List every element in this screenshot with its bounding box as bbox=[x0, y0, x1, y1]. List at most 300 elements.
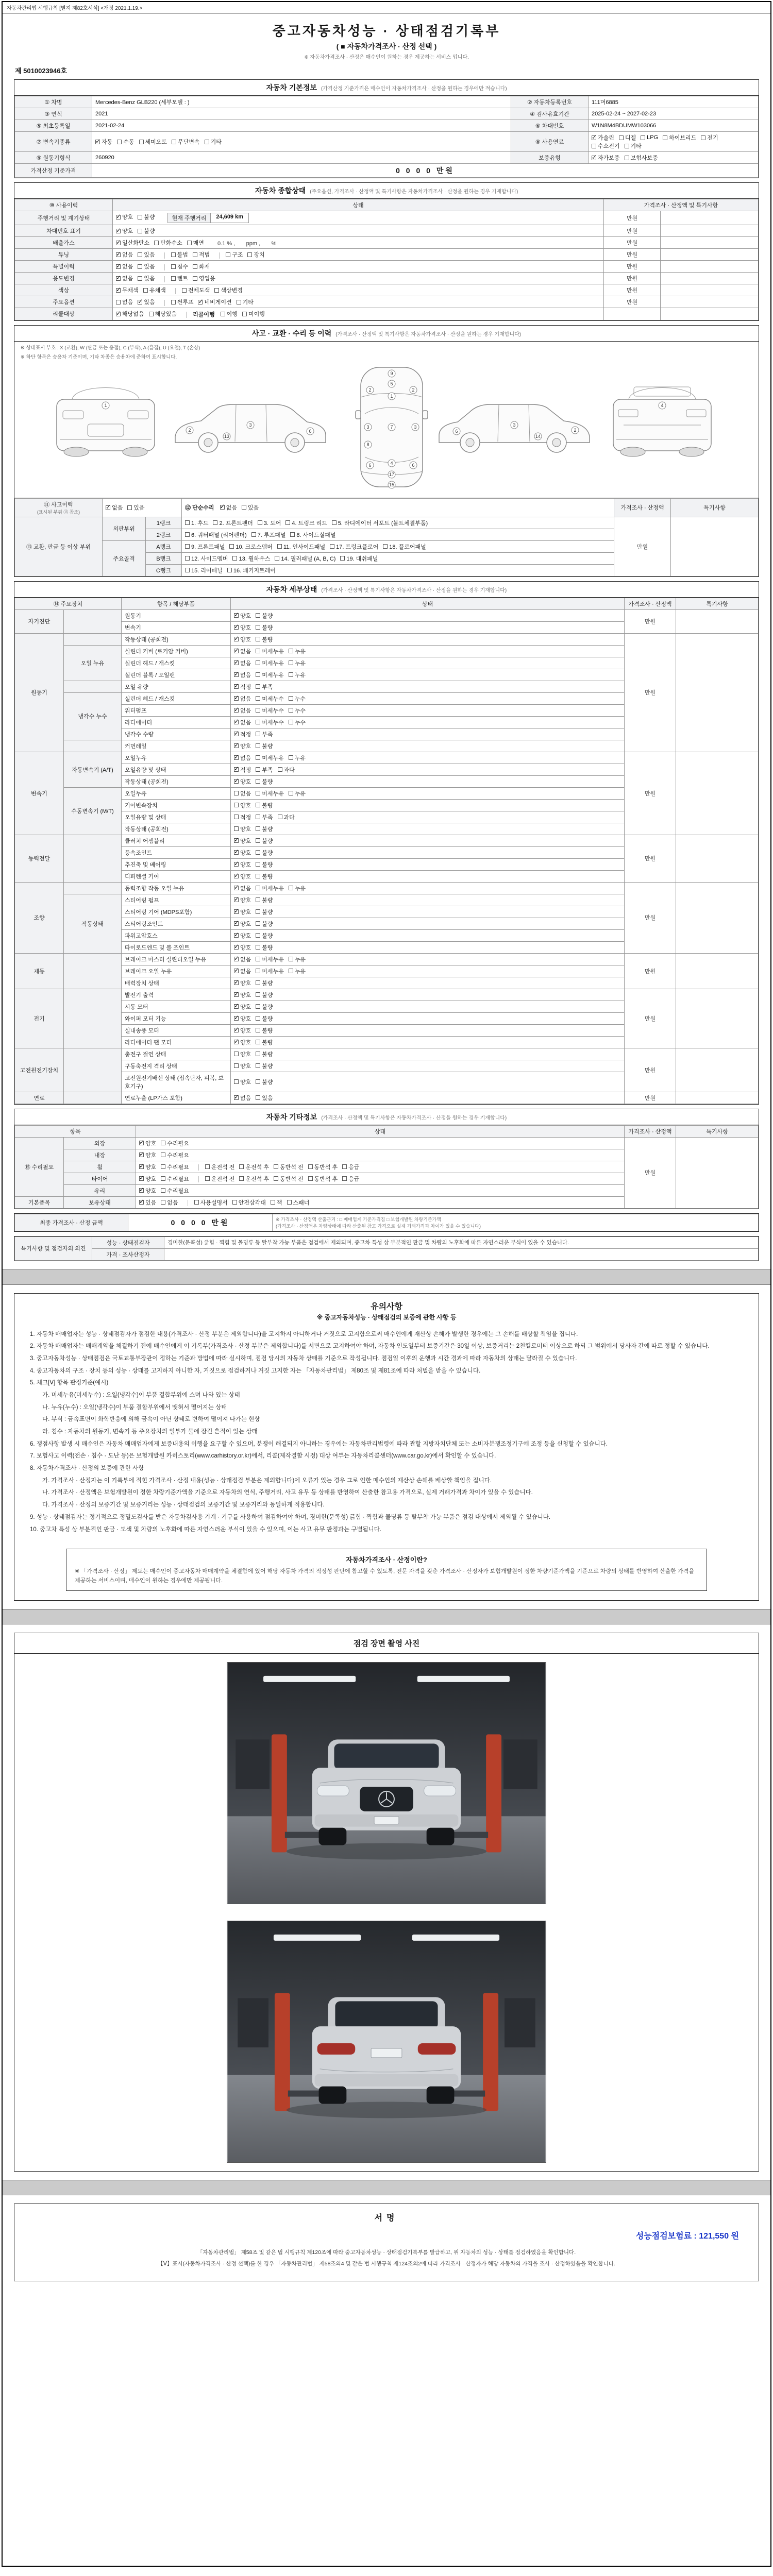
state-cell bbox=[231, 716, 625, 728]
checkbox-option[interactable] bbox=[234, 884, 251, 892]
checkbox-option[interactable] bbox=[256, 884, 284, 892]
checkbox-option[interactable] bbox=[592, 154, 620, 162]
checkbox-option[interactable] bbox=[161, 1163, 189, 1171]
checkbox-option[interactable] bbox=[332, 519, 428, 527]
checkbox-option[interactable] bbox=[171, 298, 194, 306]
checkbox-option[interactable] bbox=[239, 1163, 269, 1171]
price-appraisal-info-title: 자동차가격조사 · 산정이란? bbox=[346, 1556, 427, 1564]
checkbox-option[interactable] bbox=[256, 730, 273, 738]
checkbox-option[interactable] bbox=[234, 943, 251, 952]
checkbox-option[interactable] bbox=[256, 967, 284, 975]
checkbox-option[interactable] bbox=[198, 298, 231, 306]
checkbox-option[interactable] bbox=[234, 742, 251, 750]
checkbox-option[interactable] bbox=[289, 884, 306, 892]
checkbox-option[interactable] bbox=[139, 1175, 156, 1183]
checkbox-option[interactable] bbox=[256, 694, 284, 703]
checkbox-option[interactable] bbox=[256, 896, 273, 904]
checkbox-label: 양호 bbox=[240, 743, 251, 750]
checkbox-option[interactable] bbox=[256, 837, 273, 845]
checkbox-option[interactable] bbox=[234, 908, 251, 916]
checkbox-option[interactable] bbox=[116, 213, 133, 221]
checkbox-option[interactable] bbox=[234, 1038, 251, 1046]
checkbox-option[interactable] bbox=[289, 694, 306, 703]
checkbox-option[interactable] bbox=[213, 519, 253, 527]
checkbox-option[interactable] bbox=[275, 554, 335, 563]
checkbox-icon bbox=[234, 696, 239, 701]
checkbox-option[interactable] bbox=[161, 1151, 189, 1159]
divider bbox=[219, 252, 220, 259]
sub-label bbox=[64, 835, 122, 882]
checkbox-option[interactable] bbox=[234, 825, 251, 833]
checkbox-option[interactable] bbox=[256, 683, 273, 691]
price-cell: 만원 bbox=[625, 633, 676, 752]
checkbox-option[interactable] bbox=[234, 612, 251, 620]
checkbox-label: 없음 bbox=[240, 956, 251, 963]
item-label: 타이어 bbox=[64, 1173, 136, 1184]
checkbox-option[interactable] bbox=[138, 298, 155, 306]
checkbox-icon bbox=[127, 505, 132, 510]
checkbox-option[interactable] bbox=[234, 1078, 251, 1086]
checkbox-label: 전체도색 bbox=[188, 287, 210, 294]
checkbox-option[interactable] bbox=[234, 920, 251, 928]
checkbox-option[interactable] bbox=[242, 310, 265, 318]
checkbox-label: 부족 bbox=[262, 767, 273, 773]
checkbox-option[interactable] bbox=[138, 274, 155, 282]
checkbox-label: 부족 bbox=[262, 814, 273, 821]
final-price-notes bbox=[273, 1214, 759, 1231]
checkbox-option[interactable] bbox=[227, 566, 276, 574]
checkbox-option[interactable] bbox=[116, 286, 139, 294]
inspection-photo-rear bbox=[227, 1921, 546, 2163]
checkbox-label: 수소전기 bbox=[598, 143, 620, 149]
checkbox-label: 있음 bbox=[144, 264, 155, 270]
notes-cell bbox=[676, 1137, 759, 1208]
checkbox-option[interactable] bbox=[256, 1094, 273, 1102]
checkbox-option[interactable] bbox=[161, 1187, 189, 1195]
checkbox-option[interactable] bbox=[172, 138, 200, 146]
checkbox-icon bbox=[256, 613, 260, 618]
checkbox-option[interactable] bbox=[234, 1003, 251, 1011]
checkbox-option[interactable] bbox=[185, 566, 223, 574]
checkbox-option[interactable] bbox=[256, 623, 273, 632]
checkbox-option[interactable] bbox=[592, 142, 620, 150]
checkbox-option[interactable] bbox=[256, 612, 273, 620]
checkbox-icon bbox=[330, 544, 334, 549]
checkbox-option[interactable] bbox=[340, 554, 378, 563]
photo-wrapper bbox=[14, 1654, 759, 1912]
checkbox-option[interactable] bbox=[193, 274, 215, 282]
checkbox-option[interactable] bbox=[234, 623, 251, 632]
checkbox-option[interactable] bbox=[289, 789, 306, 798]
checkbox-label: 불량 bbox=[262, 897, 273, 904]
checkbox-option[interactable] bbox=[256, 860, 273, 869]
checkbox-option[interactable] bbox=[161, 1139, 189, 1147]
checkbox-option[interactable] bbox=[277, 543, 325, 551]
checkbox-option[interactable] bbox=[256, 635, 273, 643]
checkbox-icon bbox=[256, 625, 260, 630]
checkbox-option[interactable] bbox=[205, 1175, 235, 1183]
checkbox-label: 사용설명서 bbox=[200, 1199, 228, 1206]
checkbox-icon bbox=[149, 312, 154, 316]
checkbox-label: 디젤 bbox=[625, 135, 636, 141]
checkbox-label: 매연 bbox=[193, 240, 204, 246]
checkbox-option[interactable] bbox=[247, 250, 264, 259]
checkbox-option[interactable] bbox=[234, 730, 251, 738]
checkbox-group bbox=[139, 1175, 194, 1183]
checkbox-option[interactable] bbox=[242, 503, 259, 512]
checkbox-option[interactable] bbox=[220, 503, 237, 512]
checkbox-option[interactable] bbox=[256, 991, 273, 999]
checkbox-icon bbox=[234, 838, 239, 843]
checkbox-option[interactable] bbox=[161, 1175, 189, 1183]
checkbox-option[interactable] bbox=[234, 777, 251, 786]
first-registration-value: 2021-02-24 bbox=[92, 120, 511, 132]
section-signature bbox=[14, 2204, 759, 2281]
checkbox-option[interactable] bbox=[256, 1038, 273, 1046]
checkbox-option[interactable] bbox=[171, 250, 188, 259]
checkbox-option[interactable] bbox=[251, 531, 286, 539]
checkbox-option[interactable] bbox=[234, 671, 251, 679]
checkbox-option[interactable] bbox=[138, 262, 155, 270]
checkbox-option[interactable] bbox=[278, 766, 295, 774]
checkbox-option[interactable] bbox=[214, 286, 243, 294]
accident-history-label: ⑪ 사고이력 (표시된 부위 ⑬ 참조) bbox=[15, 498, 103, 517]
document-subtitle-note: ※ 자동차가격조사 · 산정은 매수인이 원하는 경우 제공하는 서비스 입니다. bbox=[304, 55, 469, 60]
checkbox-option[interactable] bbox=[234, 1014, 251, 1023]
checkbox-label: 양호 bbox=[122, 214, 133, 221]
checkbox-icon bbox=[116, 288, 121, 293]
inspection-period-value: 2025-02-24 ~ 2027-02-23 bbox=[589, 108, 759, 120]
checkbox-option[interactable] bbox=[182, 286, 210, 294]
state-cell bbox=[136, 1184, 625, 1196]
section-other-note: (가격조사 · 산정액 및 특기사항은 자동차가격조사 · 산정을 원하는 경우 기재합니다) bbox=[321, 1115, 507, 1121]
checkbox-icon bbox=[234, 779, 239, 784]
checkbox-option[interactable] bbox=[185, 531, 247, 539]
checkbox-icon bbox=[138, 215, 142, 219]
checkbox-label: 양호 bbox=[240, 861, 251, 868]
checkbox-option[interactable] bbox=[234, 1050, 251, 1058]
checkbox-option[interactable] bbox=[193, 250, 210, 259]
checkbox-option[interactable] bbox=[234, 872, 251, 880]
checkbox-option[interactable] bbox=[234, 659, 251, 667]
checkbox-label: 없음 bbox=[226, 504, 237, 511]
checkbox-option[interactable] bbox=[625, 154, 658, 162]
checkbox-option[interactable] bbox=[234, 1062, 251, 1070]
checkbox-option[interactable] bbox=[289, 647, 306, 655]
checkbox-option[interactable] bbox=[701, 133, 718, 142]
checkbox-option[interactable] bbox=[256, 931, 273, 940]
checkbox-label: 수리필요 bbox=[167, 1152, 189, 1159]
recall-sub-label: 리콜이행 bbox=[193, 311, 215, 318]
checkbox-option[interactable] bbox=[234, 718, 251, 726]
checkbox-icon bbox=[308, 1176, 313, 1181]
state-cell bbox=[231, 1036, 625, 1048]
checkbox-group bbox=[234, 920, 278, 928]
checkbox-option[interactable] bbox=[116, 298, 133, 306]
checkbox-option[interactable] bbox=[256, 1003, 273, 1011]
checkbox-option[interactable] bbox=[221, 310, 238, 318]
checkbox-option[interactable] bbox=[342, 1163, 359, 1171]
checkbox-label: 불량 bbox=[262, 921, 273, 927]
checkbox-option[interactable] bbox=[234, 706, 251, 715]
checkbox-option[interactable] bbox=[234, 967, 251, 975]
checkbox-option[interactable] bbox=[271, 1198, 282, 1207]
state-cell bbox=[231, 669, 625, 681]
checkbox-option[interactable] bbox=[256, 789, 284, 798]
checkbox-option[interactable] bbox=[234, 1026, 251, 1035]
checkbox-group bbox=[234, 683, 278, 691]
rank2-items bbox=[182, 529, 614, 540]
sub-label: 작동상태 bbox=[64, 894, 122, 953]
checkbox-option[interactable] bbox=[106, 503, 123, 512]
checkbox-option[interactable] bbox=[138, 227, 155, 235]
checkbox-option[interactable] bbox=[256, 1062, 273, 1070]
checkbox-option[interactable] bbox=[234, 991, 251, 999]
checkbox-option[interactable] bbox=[185, 519, 208, 527]
checkbox-label: 양호 bbox=[240, 909, 251, 916]
checkbox-group bbox=[185, 543, 431, 551]
checkbox-option[interactable] bbox=[289, 659, 306, 667]
checkbox-option[interactable] bbox=[194, 1198, 228, 1207]
checkbox-icon bbox=[256, 1016, 260, 1021]
checkbox-option[interactable] bbox=[234, 635, 251, 643]
checkbox-option[interactable] bbox=[278, 813, 295, 821]
checkbox-label: 침수 bbox=[177, 264, 188, 270]
checkbox-option[interactable] bbox=[149, 310, 177, 318]
checkbox-icon bbox=[234, 1028, 239, 1032]
checkbox-label: 누유 bbox=[294, 755, 306, 761]
checkbox-option[interactable] bbox=[330, 543, 378, 551]
checkbox-option[interactable] bbox=[256, 777, 273, 786]
checkbox-option[interactable] bbox=[234, 754, 251, 762]
checkbox-option[interactable] bbox=[274, 1163, 304, 1171]
checkbox-option[interactable] bbox=[383, 543, 426, 551]
rankC-items bbox=[182, 564, 614, 576]
checkbox-icon bbox=[256, 933, 260, 938]
checkbox-option[interactable] bbox=[95, 138, 112, 146]
checkbox-option[interactable] bbox=[116, 262, 133, 270]
checkbox-option[interactable] bbox=[234, 694, 251, 703]
checkbox-option[interactable] bbox=[116, 274, 133, 282]
divider bbox=[164, 252, 165, 259]
item-label: 파워고압호스 bbox=[122, 929, 231, 941]
checkbox-option[interactable] bbox=[256, 754, 284, 762]
checkbox-option[interactable] bbox=[234, 683, 251, 691]
checkbox-group bbox=[234, 837, 278, 845]
checkbox-option[interactable] bbox=[256, 671, 284, 679]
checkbox-option[interactable] bbox=[139, 138, 167, 146]
checkbox-option[interactable] bbox=[256, 872, 273, 880]
checkbox-icon bbox=[308, 1164, 313, 1169]
checkbox-label: 미세누유 bbox=[262, 885, 284, 892]
checkbox-option[interactable] bbox=[234, 860, 251, 869]
checkbox-group bbox=[234, 931, 278, 940]
checkbox-option[interactable] bbox=[116, 239, 149, 247]
checkbox-option[interactable] bbox=[256, 943, 273, 952]
checkbox-option[interactable] bbox=[308, 1163, 338, 1171]
checkbox-group bbox=[234, 647, 310, 655]
checkbox-option[interactable] bbox=[187, 239, 204, 247]
checkbox-option[interactable] bbox=[256, 801, 273, 809]
checkbox-group bbox=[194, 1198, 314, 1207]
field-label: ② 자동차등록번호 bbox=[511, 96, 589, 108]
checkbox-option[interactable] bbox=[641, 134, 658, 141]
checkbox-option[interactable] bbox=[229, 543, 272, 551]
checkbox-label: 이행 bbox=[226, 311, 238, 317]
section-accident-note: (가격조사 · 산정액 및 특기사항은 자동차가격조사 · 산정을 원하는 경우 기재합니다) bbox=[335, 331, 522, 337]
checkbox-option[interactable] bbox=[274, 1175, 304, 1183]
checkbox-option[interactable] bbox=[289, 754, 306, 762]
checkbox-option[interactable] bbox=[256, 1078, 273, 1086]
checkbox-option[interactable] bbox=[234, 931, 251, 940]
checkbox-option[interactable] bbox=[256, 718, 284, 726]
inspection-photo-front bbox=[227, 1662, 546, 1904]
checkbox-option[interactable] bbox=[619, 133, 636, 142]
checkbox-option[interactable] bbox=[171, 262, 188, 270]
checkbox-option[interactable] bbox=[237, 298, 254, 306]
checkbox-option[interactable] bbox=[256, 1050, 273, 1058]
checkbox-label: 스패너 bbox=[293, 1199, 310, 1206]
checkbox-option[interactable] bbox=[289, 718, 306, 726]
notes-cell bbox=[661, 308, 759, 320]
checkbox-option[interactable] bbox=[232, 1198, 266, 1207]
checkbox-option[interactable] bbox=[116, 227, 133, 235]
group-label: 자기진단 bbox=[15, 609, 64, 633]
checkbox-option[interactable] bbox=[256, 955, 284, 963]
checkbox-option[interactable] bbox=[289, 955, 306, 963]
checkbox-option[interactable] bbox=[138, 213, 155, 221]
checkbox-option[interactable] bbox=[234, 979, 251, 987]
checkbox-option[interactable] bbox=[256, 825, 273, 833]
checkbox-option[interactable] bbox=[205, 1163, 235, 1171]
checkbox-option[interactable] bbox=[226, 250, 243, 259]
checkbox-option[interactable] bbox=[234, 896, 251, 904]
checkbox-option[interactable] bbox=[287, 1198, 310, 1207]
state-code-legend-2: ※ 하단 항목은 승용차 기준이며, 기타 차종은 승용차에 준하여 표시합니다. bbox=[21, 354, 177, 360]
checkbox-option[interactable] bbox=[256, 766, 273, 774]
checkbox-option[interactable] bbox=[138, 250, 155, 259]
checkbox-option[interactable] bbox=[234, 647, 251, 655]
checkbox-option[interactable] bbox=[185, 543, 225, 551]
item-label: 오일 유량 bbox=[122, 681, 231, 692]
checkbox-icon bbox=[234, 732, 239, 736]
checkbox-label: 영업용 bbox=[198, 276, 215, 282]
checkbox-label: 양호 bbox=[240, 1004, 251, 1010]
checkbox-option[interactable] bbox=[256, 706, 284, 715]
recall-state bbox=[113, 308, 604, 320]
checkbox-option[interactable] bbox=[308, 1175, 338, 1183]
section-final-price bbox=[14, 1213, 759, 1232]
checkbox-option[interactable] bbox=[234, 801, 251, 809]
checkbox-option[interactable] bbox=[256, 813, 273, 821]
checkbox-option[interactable] bbox=[234, 766, 251, 774]
checkbox-option[interactable] bbox=[116, 310, 144, 318]
checkbox-label: 양호 bbox=[240, 826, 251, 833]
special-history-state bbox=[113, 261, 604, 273]
checkbox-option[interactable] bbox=[139, 1139, 156, 1147]
checkbox-icon bbox=[234, 660, 239, 665]
column-header: ⑭ 주요장치 bbox=[15, 598, 122, 609]
checkbox-option[interactable] bbox=[289, 706, 306, 715]
checkbox-option[interactable] bbox=[234, 813, 251, 821]
checkbox-group bbox=[185, 519, 432, 527]
checkbox-label: 10. 크로스멤버 bbox=[236, 544, 273, 550]
checkbox-option[interactable] bbox=[285, 519, 327, 527]
car-diagram-area bbox=[14, 360, 759, 498]
checkbox-icon bbox=[256, 874, 260, 878]
checkbox-option[interactable] bbox=[116, 250, 133, 259]
checkbox-option[interactable] bbox=[234, 1094, 251, 1102]
checkbox-option[interactable] bbox=[127, 503, 144, 512]
checkbox-option[interactable] bbox=[256, 920, 273, 928]
checkbox-option[interactable] bbox=[234, 789, 251, 798]
checkbox-option[interactable] bbox=[289, 671, 306, 679]
checkbox-option[interactable] bbox=[256, 659, 284, 667]
notice-paragraph: 3. 중고자동차성능 · 상태점검은 국토교통부장관이 정하는 기준과 방법에 따라 실시하며, 점검 당시의 자동차 상태를 기준으로 작성됩니다. 점검일 이후의 운행과 시간 경과에 따라 자동차의 상태는 달라질 수 있습니다. bbox=[30, 1355, 577, 1362]
state-cell bbox=[136, 1173, 625, 1184]
checkbox-label: 불량 bbox=[262, 1051, 273, 1058]
checkbox-icon bbox=[256, 755, 260, 760]
checkbox-option[interactable] bbox=[234, 955, 251, 963]
checkbox-option[interactable] bbox=[234, 837, 251, 845]
checkbox-label: 적정 bbox=[240, 814, 251, 821]
engine-type-value: 260920 bbox=[92, 152, 511, 164]
checkbox-option[interactable] bbox=[185, 554, 228, 563]
checkbox-icon bbox=[256, 732, 260, 736]
checkbox-option[interactable] bbox=[234, 849, 251, 857]
checkbox-option[interactable] bbox=[171, 274, 188, 282]
checkbox-option[interactable] bbox=[342, 1175, 359, 1183]
checkbox-option[interactable] bbox=[256, 908, 273, 916]
checkbox-option[interactable] bbox=[193, 262, 210, 270]
checkbox-option[interactable] bbox=[289, 967, 306, 975]
checkbox-option[interactable] bbox=[205, 138, 222, 146]
checkbox-option[interactable] bbox=[258, 519, 281, 527]
checkbox-option[interactable] bbox=[663, 133, 696, 142]
checkbox-option[interactable] bbox=[256, 979, 273, 987]
checkbox-option[interactable] bbox=[290, 531, 335, 539]
checkbox-option[interactable] bbox=[256, 1026, 273, 1035]
warranty-options bbox=[589, 152, 759, 164]
state-cell bbox=[231, 1001, 625, 1012]
checkbox-label: 장치 bbox=[254, 252, 265, 258]
checkbox-option[interactable] bbox=[256, 849, 273, 857]
checkbox-option[interactable] bbox=[592, 133, 614, 142]
checkbox-option[interactable] bbox=[139, 1187, 156, 1195]
checkbox-option[interactable] bbox=[625, 142, 642, 150]
checkbox-label: 가솔린 bbox=[598, 135, 614, 141]
checkbox-option[interactable] bbox=[161, 1198, 178, 1207]
checkbox-option[interactable] bbox=[117, 138, 134, 146]
checkbox-option[interactable] bbox=[154, 239, 182, 247]
checkbox-icon bbox=[247, 252, 252, 257]
checkbox-label: 미세누유 bbox=[262, 660, 284, 667]
checkbox-option[interactable] bbox=[239, 1175, 269, 1183]
checkbox-option[interactable] bbox=[256, 742, 273, 750]
checkbox-label: 없음 bbox=[240, 707, 251, 714]
checkbox-option[interactable] bbox=[139, 1151, 156, 1159]
checkbox-icon bbox=[116, 264, 121, 269]
checkbox-icon bbox=[213, 520, 217, 525]
checkbox-option[interactable] bbox=[139, 1163, 156, 1171]
checkbox-option[interactable] bbox=[256, 1014, 273, 1023]
item-label: 실린더 블록 / 오일팬 bbox=[122, 669, 231, 681]
checkbox-option[interactable] bbox=[232, 554, 270, 563]
vehicle-name-value: Mercedes-Benz GLB220 (세부모델 : ) bbox=[92, 96, 511, 108]
checkbox-option[interactable] bbox=[143, 286, 166, 294]
checkbox-option[interactable] bbox=[139, 1198, 156, 1207]
checkbox-option[interactable] bbox=[256, 647, 284, 655]
